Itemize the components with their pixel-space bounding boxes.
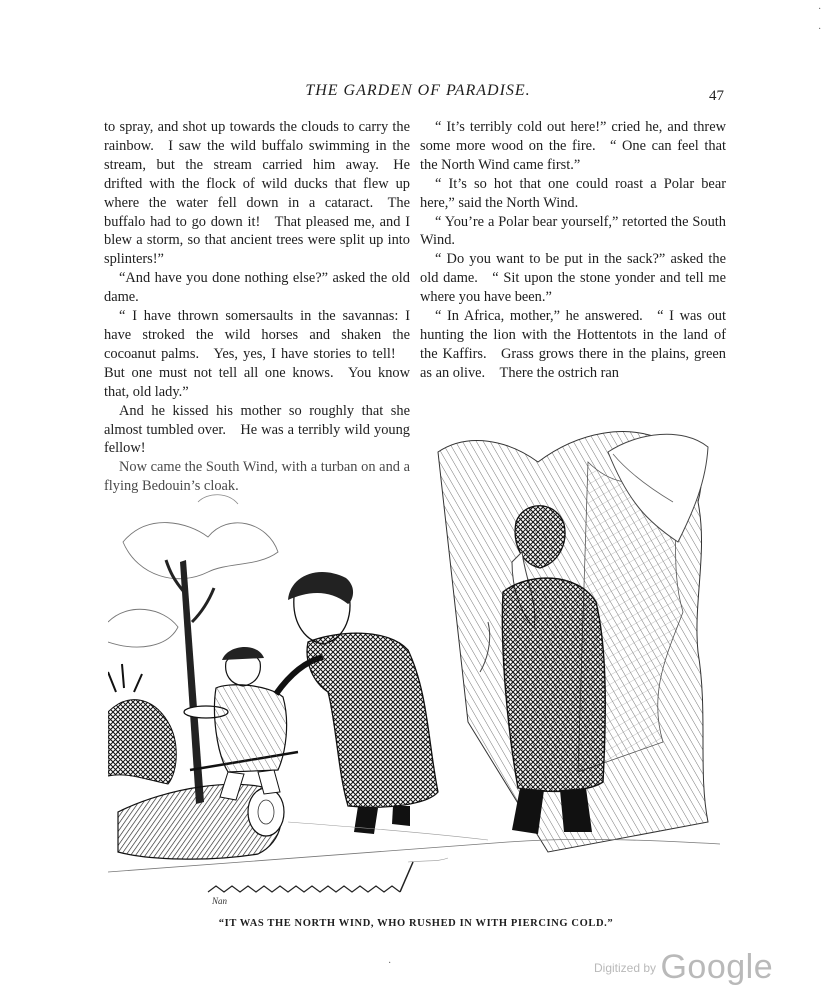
paragraph: “ You’re a Polar bear yourself,” retorted the South Wind. — [420, 213, 726, 249]
running-header — [0, 82, 832, 106]
scan-speck: · — [818, 24, 822, 35]
paragraph: “ It’s so hot that one could roast a Polar bear here,” said the North Wind. — [420, 175, 726, 211]
illustrator-signature: Nan — [212, 896, 228, 906]
watermark-prefix: Digitized by — [594, 961, 657, 975]
paragraph: “ Do you want to be put in the sack?” asked the old dame. “ Sit upon the stone yonder and tell me where you have been.” — [420, 251, 726, 306]
paragraph: And he kissed his mother so roughly that she almost tumbled over. He was a terribly wild young fellow! — [104, 402, 410, 457]
north-wind-illustration — [108, 392, 720, 910]
scan-speck: · — [388, 958, 392, 969]
page-number: 47 — [709, 88, 724, 104]
running-title: THE GARDEN OF PARADISE. — [305, 82, 531, 99]
scan-speck: · — [818, 4, 822, 15]
paragraph: “ It’s terribly cold out here!” cried he, and threw some more wood on the fire. “ One can feel that the North Wind came first.” — [420, 119, 726, 173]
watermark-brand: Google — [660, 948, 774, 986]
paragraph: Now came the South Wind, with a turban on and a flying Bedouin’s cloak. — [104, 459, 410, 495]
paragraph: “ I have thrown somersaults in the savannas: I have stroked the wild horses and shaken the cocoanut palms. Yes, yes, I have stories to tell! But one must not tell all one knows. You know that, old lady.” — [104, 308, 410, 400]
paragraph: to spray, and shot up towards the clouds to carry the rainbow. I saw the wild buffalo swimming in the stream, but the stream carried him away. He drifted with the flock of wild ducks that flew up where the water fell down in a cataract. The buffalo had to go down it! That pleased me, and I blew a storm, so that ancient trees were split up into splinters!” — [104, 119, 410, 268]
paragraph: “ In Africa, mother,” he answered. “ I was out hunting the lion with the Hottentots in the land of the Kaffirs. Grass grows there in the plains, green as an olive. There the ostrich ran — [420, 308, 726, 381]
illustration-caption: “IT WAS THE NORTH WIND, WHO RUSHED IN WITH PIERCING COLD.” — [218, 918, 614, 929]
paragraph: “And have you done nothing else?” asked the old dame. — [104, 270, 410, 306]
digitized-watermark — [594, 948, 773, 987]
right-text-column — [420, 118, 726, 383]
